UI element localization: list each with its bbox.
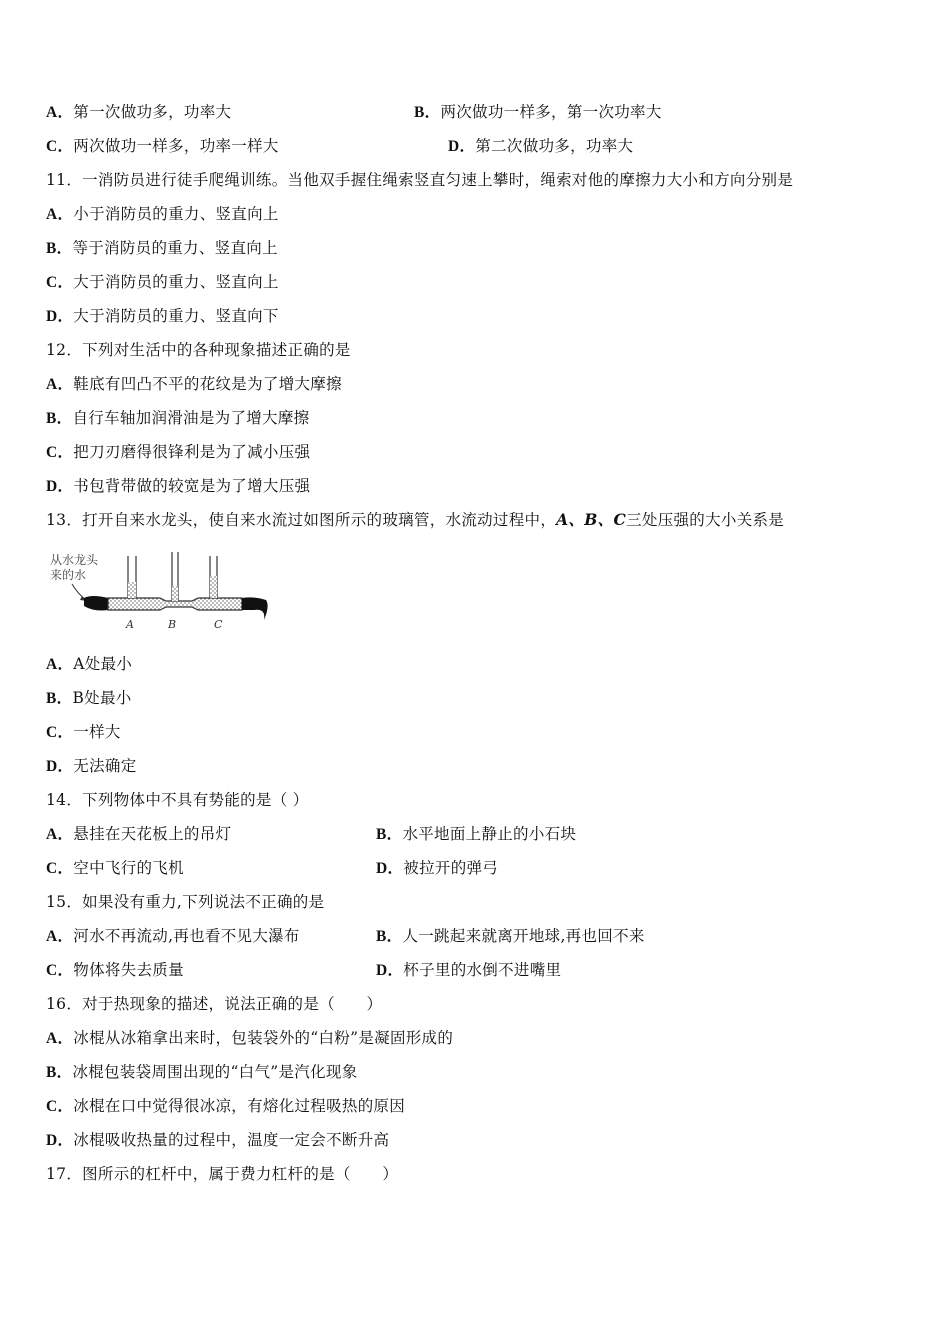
q13-option-c: C．一样大 [46, 723, 121, 741]
q14-option-a: A．悬挂在天花板上的吊灯 [46, 825, 232, 843]
q17-stem: 17．图所示的杠杆中，属于费力杠杆的是（ ） [46, 1165, 399, 1183]
figure-caption-line2: 来的水 [50, 568, 87, 582]
q13-stem: 13．打开自来水龙头，使自来水流过如图所示的玻璃管，水流动过程中，A、B、C三处压强的大小关系是 [46, 510, 785, 529]
q16-option-a: A．冰棍从冰箱拿出来时，包装袋外的“白粉”是凝固形成的 [46, 1029, 454, 1047]
q12-option-d: D．书包背带做的较宽是为了增大压强 [46, 477, 311, 495]
q13-option-b: B．B处最小 [46, 689, 132, 707]
q12-option-b: B．自行车轴加润滑油是为了增大摩擦 [46, 409, 310, 427]
q16-option-d: D．冰棍吸收热量的过程中，温度一定会不断升高 [46, 1131, 390, 1149]
glass-tube-figure [46, 548, 276, 634]
q15-option-b: B．人一跳起来就离开地球,再也回不来 [376, 927, 645, 945]
q15-stem: 15．如果没有重力,下列说法不正确的是 [46, 893, 325, 911]
figure-label-a: A [126, 618, 134, 631]
q12-stem: 12．下列对生活中的各种现象描述正确的是 [46, 341, 351, 359]
q11-option-d: D．大于消防员的重力、竖直向下 [46, 307, 279, 325]
figure-label-b: B [168, 618, 177, 631]
q11-option-c: C．大于消防员的重力、竖直向上 [46, 273, 279, 291]
q11-stem: 11．一消防员进行徒手爬绳训练。当他双手握住绳索竖直匀速上攀时，绳索对他的摩擦力大小和方向分别是 [46, 171, 794, 189]
q16-option-b: B．冰棍包装袋周围出现的“白气”是汽化现象 [46, 1063, 358, 1081]
q14-option-d: D．被拉开的弹弓 [376, 859, 499, 877]
figure-caption-line1: 从水龙头 [50, 553, 99, 567]
q15-option-d: D．杯子里的水倒不进嘴里 [376, 961, 562, 979]
q13-option-d: D．无法确定 [46, 757, 137, 775]
q14-option-b: B．水平地面上静止的小石块 [376, 825, 577, 843]
q14-stem: 14．下列物体中不具有势能的是（ ） [46, 791, 309, 809]
q10-option-b: B．两次做功一样多，第一次功率大 [414, 103, 662, 121]
figure-label-c: C [214, 618, 223, 631]
q10-option-a: A．第一次做功多，功率大 [46, 103, 232, 121]
q14-option-c: C．空中飞行的飞机 [46, 859, 184, 877]
q10-option-c: C．两次做功一样多，功率一样大 [46, 137, 279, 155]
q16-option-c: C．冰棍在口中觉得很冰凉，有熔化过程吸热的原因 [46, 1097, 406, 1115]
q16-stem: 16．对于热现象的描述，说法正确的是（ ） [46, 995, 383, 1013]
q15-option-a: A．河水不再流动,再也看不见大瀑布 [46, 927, 300, 945]
q10-option-d: D．第二次做功多，功率大 [448, 137, 634, 155]
q13-option-a: A．A处最小 [46, 655, 133, 673]
q11-option-b: B．等于消防员的重力、竖直向上 [46, 239, 278, 257]
q11-option-a: A．小于消防员的重力、竖直向上 [46, 205, 279, 223]
q15-option-c: C．物体将失去质量 [46, 961, 184, 979]
q12-option-c: C．把刀刃磨得很锋利是为了减小压强 [46, 443, 311, 461]
q12-option-a: A．鞋底有凹凸不平的花纹是为了增大摩擦 [46, 375, 342, 393]
